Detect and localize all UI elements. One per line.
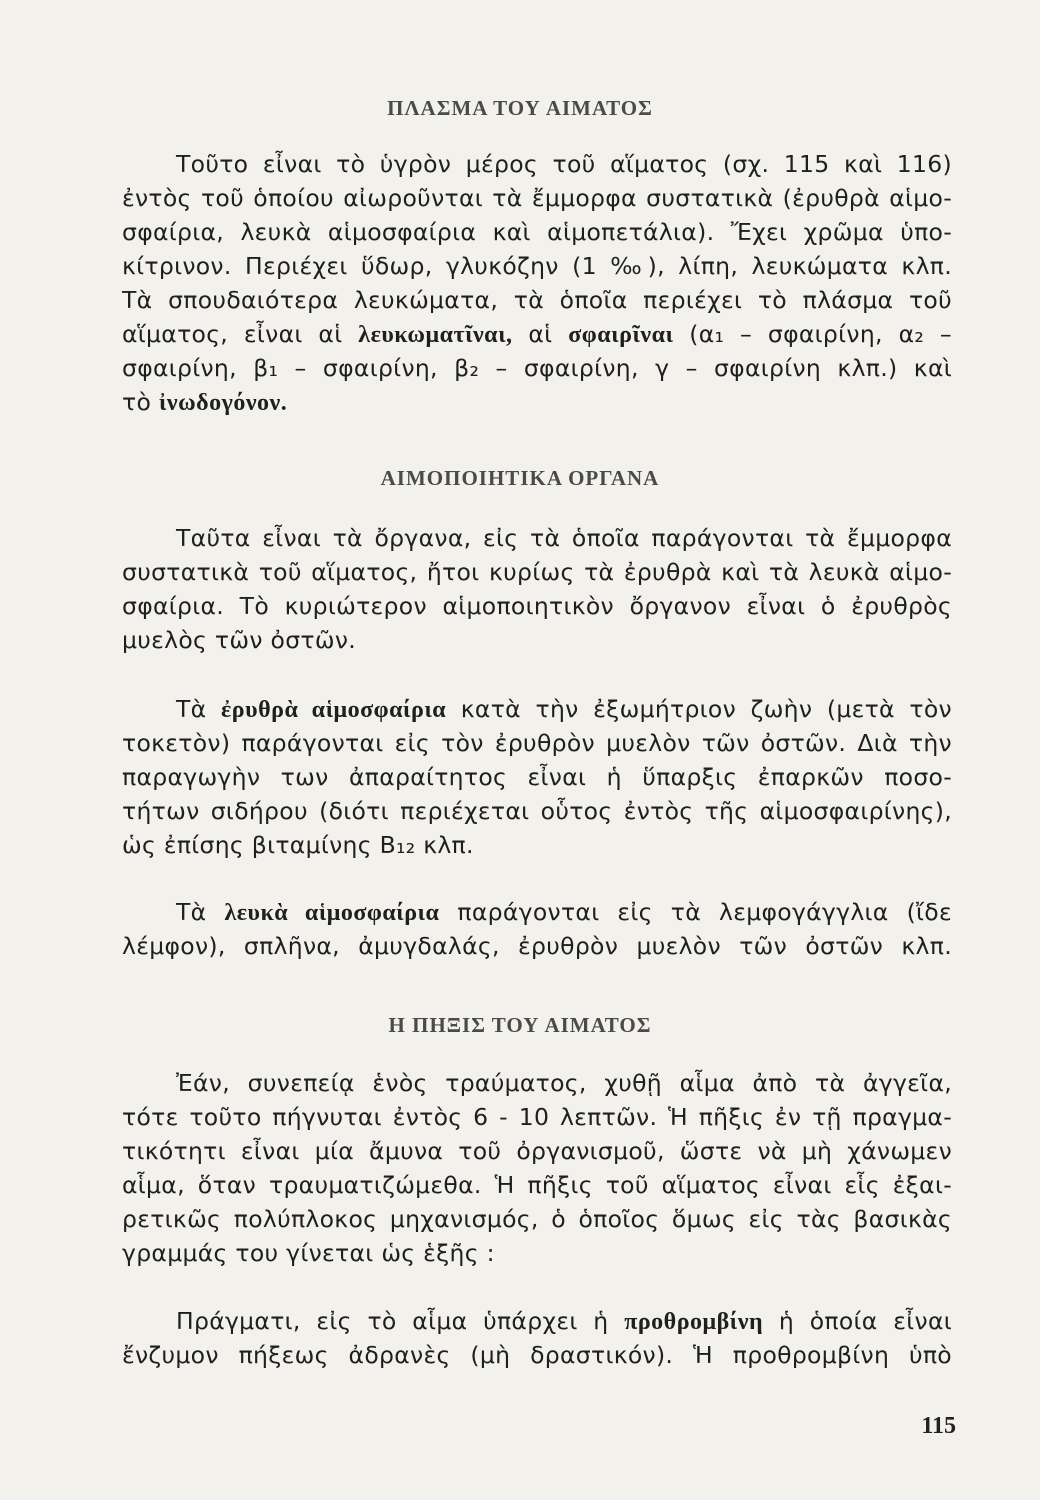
heading-organs: ΑΙΜΟΠΟΙΗΤΙΚΑ ΟΡΓΑΝΑ xyxy=(380,466,660,490)
text-line: αἷμα, ὅταν τραυματιζώμεθα. Ἡ πῆξις τοῦ αἵματος εἶναι εἷς ἐξαι- xyxy=(122,1171,952,1199)
text-line: Τὰ σπουδαιότερα λευκώματα, τὰ ὁποῖα περιέχει τὸ πλάσμα τοῦ xyxy=(122,286,952,314)
term-sfairinai: σφαιρῖναι xyxy=(568,322,674,348)
text-line: λέμφον), σπλῆνα, ἀμυγδαλάς, ἐρυθρὸν μυελὸν τῶν ὀστῶν κλπ. xyxy=(122,932,952,960)
text-line: γραμμάς του γίνεται ὡς ἑξῆς : xyxy=(122,1239,495,1267)
text-fragment: Πράγματι, εἰς τὸ αἷμα ὑπάρχει ἡ xyxy=(176,1307,609,1335)
text-fragment: αἵματος, εἶναι αἱ xyxy=(122,320,343,348)
text-fragment: κατὰ τὴν ἐξωμήτριον ζωὴν (μετὰ τὸν xyxy=(460,695,952,723)
paragraph-prothrombin xyxy=(122,1304,952,1372)
paragraph-red-cells xyxy=(122,692,952,862)
text-line xyxy=(122,385,952,419)
term-white-cells: λευκὰ αἱμοσφαίρια xyxy=(224,900,440,926)
paragraph-organs xyxy=(122,521,952,657)
text-fragment: αἱ xyxy=(528,320,553,348)
text-fragment: παράγονται εἰς τὰ λεμφογάγγλια (ἴδε xyxy=(457,898,952,926)
text-line: συστατικὰ τοῦ αἵματος, ἤτοι κυρίως τὰ ἐρυθρὰ καὶ τὰ λευκὰ αἱμο- xyxy=(122,558,952,586)
text-fragment: ἡ ὁποία εἶναι xyxy=(778,1307,952,1335)
term-inodogonon: ἰνωδογόνον. xyxy=(158,390,288,416)
text-line: Ἐάν, συνεπείᾳ ἑνὸς τραύματος, χυθῇ αἷμα ἀπὸ τὰ ἀγγεῖα, xyxy=(176,1069,952,1097)
text-line: Τοῦτο εἶναι τὸ ὑγρὸν μέρος τοῦ αἵματος (σχ. 115 καὶ 116) xyxy=(176,150,952,178)
text-line: ρετικῶς πολύπλοκος μηχανισμός, ὁ ὁποῖος ὅμως εἰς τὰς βασικὰς xyxy=(122,1205,952,1233)
text-line: τότε τοῦτο πήγνυται ἐντὸς 6 - 10 λεπτῶν. Ἡ πῆξις ἐν τῇ πραγμα- xyxy=(122,1103,952,1131)
term-prothrombin: προθρομβίνη xyxy=(624,1309,764,1335)
paragraph-coagulation xyxy=(122,1066,952,1270)
text-line: ὡς ἐπίσης βιταμίνης Β₁₂ κλπ. xyxy=(122,831,474,859)
text-line: τήτων σιδήρου (διότι περιέχεται οὗτος ἐντὸς τῆς αἱμοσφαιρίνης), xyxy=(122,797,952,825)
text-line: μυελὸς τῶν ὀστῶν. xyxy=(122,626,357,654)
heading-plasma: ΠΛΑΣΜΑ ΤΟΥ ΑΙΜΑΤΟΣ xyxy=(387,96,653,120)
text-line xyxy=(122,692,952,726)
text-fragment: τὸ xyxy=(122,388,152,416)
text-fragment: Τὰ xyxy=(176,695,207,723)
page-number: 115 xyxy=(921,1413,956,1439)
heading-coagulation: Η ΠΗΞΙΣ ΤΟΥ ΑΙΜΑΤΟΣ xyxy=(388,1013,652,1037)
text-line: παραγωγὴν των ἀπαραίτητος εἶναι ἡ ὕπαρξις ἐπαρκῶν ποσο- xyxy=(122,763,952,791)
paragraph-plasma xyxy=(122,147,952,419)
text-line xyxy=(122,1304,952,1338)
text-line: σφαιρίνη, β₁ – σφαιρίνη, β₂ – σφαιρίνη, γ – σφαιρίνη κλπ.) καὶ xyxy=(122,354,952,382)
text-line: τοκετὸν) παράγονται εἰς τὸν ἐρυθρὸν μυελὸν τῶν ὀστῶν. Διὰ τὴν xyxy=(122,729,952,757)
text-line: ἐντὸς τοῦ ὁποίου αἰωροῦνται τὰ ἔμμορφα συστατικὰ (ἐρυθρὰ αἱμο- xyxy=(122,184,952,212)
text-fragment: (α₁ – σφαιρίνη, α₂ – xyxy=(689,320,952,348)
text-line xyxy=(122,317,952,351)
text-line: κίτρινον. Περιέχει ὕδωρ, γλυκόζην (1 ‰), λίπη, λευκώματα κλπ. xyxy=(122,252,952,280)
paragraph-white-cells xyxy=(122,895,952,963)
term-red-cells: ἐρυθρὰ αἱμοσφαίρια xyxy=(221,697,447,723)
text-line: σφαίρια. Τὸ κυριώτερον αἱμοποιητικὸν ὄργανον εἶναι ὁ ἐρυθρὸς xyxy=(122,592,952,620)
text-line: σφαίρια, λευκὰ αἱμοσφαίρια καὶ αἱμοπετάλια). Ἔχει χρῶμα ὑπο- xyxy=(122,218,952,246)
text-line: ἔνζυμον πήξεως ἀδρανὲς (μὴ δραστικόν). Ἡ προθρομβίνη ὑπὸ xyxy=(122,1341,952,1369)
text-fragment: Τὰ xyxy=(176,898,207,926)
text-line: τικότητι εἶναι μία ἄμυνα τοῦ ὀργανισμοῦ, ὥστε νὰ μὴ χάνωμεν xyxy=(122,1137,952,1165)
text-line: Ταῦτα εἶναι τὰ ὄργανα, εἰς τὰ ὁποῖα παράγονται τὰ ἔμμορφα xyxy=(176,524,952,552)
text-line xyxy=(122,895,952,929)
term-leukomatinai: λευκωματῖναι, xyxy=(358,322,513,348)
